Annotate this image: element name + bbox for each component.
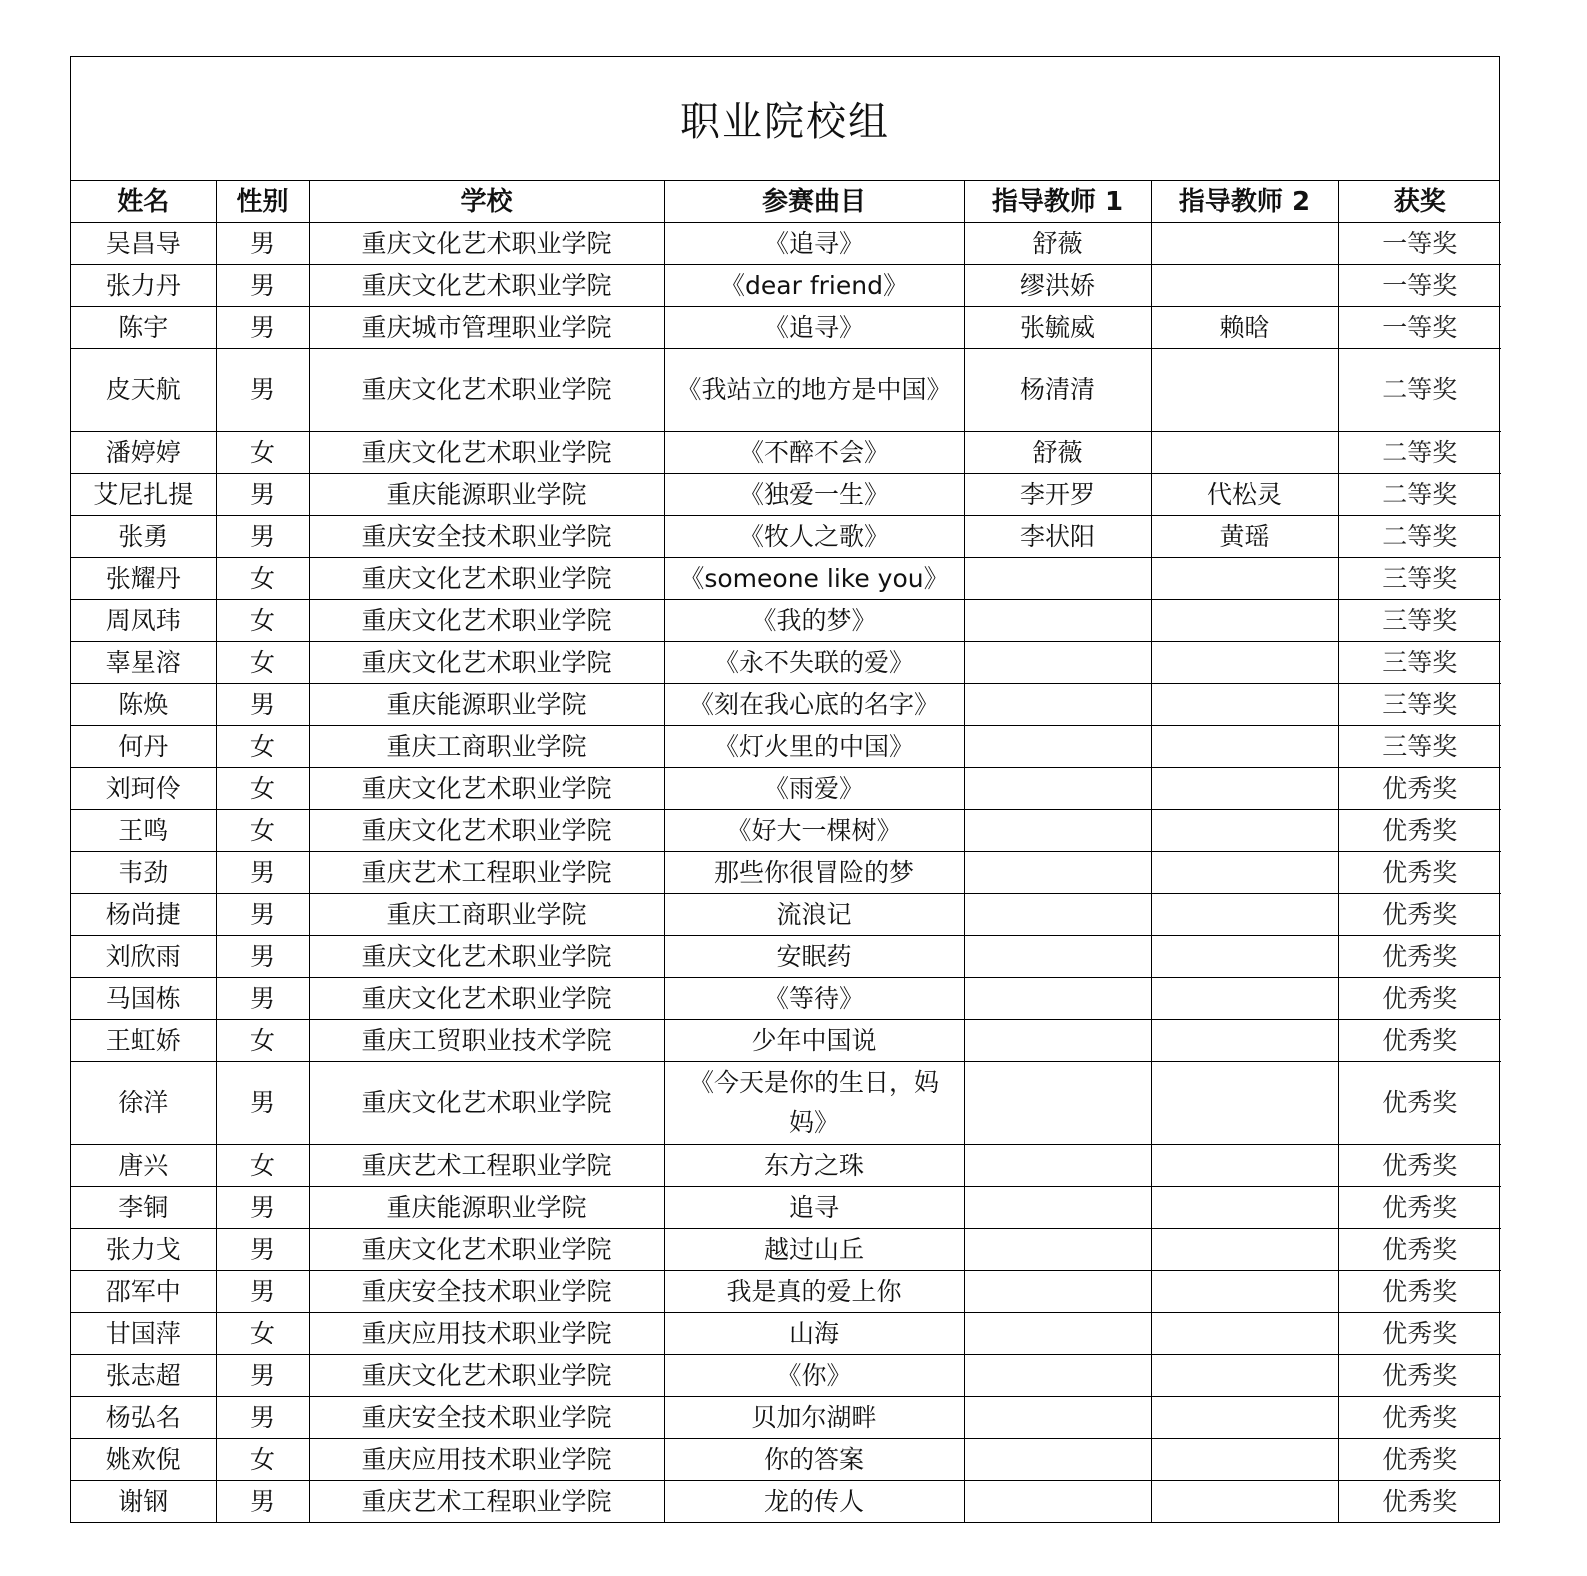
cell-teacher1 xyxy=(964,1355,1151,1397)
cell-name: 刘珂伶 xyxy=(71,768,216,810)
cell-name: 陈焕 xyxy=(71,684,216,726)
cell-music: 《今天是你的生日，妈妈》 xyxy=(664,1062,964,1145)
cell-teacher1 xyxy=(964,1145,1151,1187)
cell-teacher2 xyxy=(1151,558,1338,600)
cell-school: 重庆艺术工程职业学院 xyxy=(309,1145,664,1187)
cell-school: 重庆工商职业学院 xyxy=(309,894,664,936)
cell-gender: 女 xyxy=(216,1020,309,1062)
cell-teacher1 xyxy=(964,1397,1151,1439)
cell-school: 重庆应用技术职业学院 xyxy=(309,1313,664,1355)
cell-award: 优秀奖 xyxy=(1338,1397,1501,1439)
cell-gender: 女 xyxy=(216,726,309,768)
cell-teacher2 xyxy=(1151,684,1338,726)
cell-teacher2 xyxy=(1151,1355,1338,1397)
cell-teacher2 xyxy=(1151,936,1338,978)
cell-name: 王鸣 xyxy=(71,810,216,852)
cell-name: 刘欣雨 xyxy=(71,936,216,978)
cell-teacher1 xyxy=(964,1229,1151,1271)
cell-name: 姚欢倪 xyxy=(71,1439,216,1481)
cell-music: 贝加尔湖畔 xyxy=(664,1397,964,1439)
cell-award: 优秀奖 xyxy=(1338,1145,1501,1187)
cell-school: 重庆工贸职业技术学院 xyxy=(309,1020,664,1062)
cell-gender: 男 xyxy=(216,307,309,349)
results-table xyxy=(71,181,1501,1522)
cell-gender: 男 xyxy=(216,349,309,432)
cell-school: 重庆文化艺术职业学院 xyxy=(309,600,664,642)
cell-teacher2 xyxy=(1151,768,1338,810)
cell-teacher2 xyxy=(1151,894,1338,936)
cell-school: 重庆文化艺术职业学院 xyxy=(309,978,664,1020)
cell-teacher1 xyxy=(964,600,1151,642)
cell-teacher2 xyxy=(1151,223,1338,265)
cell-teacher1: 张毓威 xyxy=(964,307,1151,349)
cell-award: 二等奖 xyxy=(1338,516,1501,558)
cell-award: 优秀奖 xyxy=(1338,768,1501,810)
cell-name: 杨弘名 xyxy=(71,1397,216,1439)
cell-gender: 男 xyxy=(216,516,309,558)
table-row xyxy=(71,1313,1501,1355)
cell-name: 陈宇 xyxy=(71,307,216,349)
cell-name: 唐兴 xyxy=(71,1145,216,1187)
cell-name: 王虹娇 xyxy=(71,1020,216,1062)
cell-music: 山海 xyxy=(664,1313,964,1355)
cell-music: 《牧人之歌》 xyxy=(664,516,964,558)
cell-teacher2 xyxy=(1151,265,1338,307)
cell-gender: 女 xyxy=(216,558,309,600)
column-header-school: 学校 xyxy=(309,181,664,223)
cell-school: 重庆艺术工程职业学院 xyxy=(309,1481,664,1523)
cell-name: 辜星溶 xyxy=(71,642,216,684)
cell-teacher2 xyxy=(1151,1397,1338,1439)
cell-award: 一等奖 xyxy=(1338,307,1501,349)
cell-name: 徐洋 xyxy=(71,1062,216,1145)
cell-teacher2 xyxy=(1151,1145,1338,1187)
cell-music: 东方之珠 xyxy=(664,1145,964,1187)
table-row xyxy=(71,432,1501,474)
cell-award: 优秀奖 xyxy=(1338,1020,1501,1062)
table-row xyxy=(71,600,1501,642)
cell-award: 优秀奖 xyxy=(1338,1187,1501,1229)
cell-teacher1 xyxy=(964,1313,1151,1355)
cell-teacher2 xyxy=(1151,1439,1338,1481)
cell-music: 《someone like you》 xyxy=(664,558,964,600)
table-row xyxy=(71,894,1501,936)
cell-school: 重庆艺术工程职业学院 xyxy=(309,852,664,894)
column-header-teacher1: 指导教师 1 xyxy=(964,181,1151,223)
cell-name: 张力丹 xyxy=(71,265,216,307)
table-row xyxy=(71,223,1501,265)
cell-gender: 男 xyxy=(216,265,309,307)
cell-school: 重庆文化艺术职业学院 xyxy=(309,432,664,474)
cell-gender: 男 xyxy=(216,894,309,936)
column-header-music: 参赛曲目 xyxy=(664,181,964,223)
cell-gender: 女 xyxy=(216,1439,309,1481)
cell-teacher1: 李状阳 xyxy=(964,516,1151,558)
cell-teacher2 xyxy=(1151,726,1338,768)
cell-name: 张耀丹 xyxy=(71,558,216,600)
cell-teacher1: 缪洪娇 xyxy=(964,265,1151,307)
column-header-award: 获奖 xyxy=(1338,181,1501,223)
cell-gender: 女 xyxy=(216,432,309,474)
cell-award: 优秀奖 xyxy=(1338,1355,1501,1397)
table-row xyxy=(71,852,1501,894)
cell-gender: 男 xyxy=(216,474,309,516)
table-row xyxy=(71,1145,1501,1187)
column-header-name: 姓名 xyxy=(71,181,216,223)
cell-teacher2 xyxy=(1151,1187,1338,1229)
cell-school: 重庆安全技术职业学院 xyxy=(309,1271,664,1313)
cell-teacher1 xyxy=(964,810,1151,852)
cell-teacher1: 杨清清 xyxy=(964,349,1151,432)
cell-gender: 男 xyxy=(216,1271,309,1313)
cell-school: 重庆能源职业学院 xyxy=(309,474,664,516)
cell-music: 你的答案 xyxy=(664,1439,964,1481)
cell-gender: 女 xyxy=(216,810,309,852)
cell-music: 安眠药 xyxy=(664,936,964,978)
cell-teacher2: 黄瑶 xyxy=(1151,516,1338,558)
cell-teacher2 xyxy=(1151,1481,1338,1523)
cell-teacher2 xyxy=(1151,1313,1338,1355)
table-row xyxy=(71,265,1501,307)
cell-music: 《dear friend》 xyxy=(664,265,964,307)
table-row xyxy=(71,1020,1501,1062)
cell-teacher1 xyxy=(964,978,1151,1020)
cell-music: 《好大一棵树》 xyxy=(664,810,964,852)
cell-teacher1 xyxy=(964,1062,1151,1145)
cell-award: 二等奖 xyxy=(1338,349,1501,432)
cell-teacher2 xyxy=(1151,1271,1338,1313)
cell-teacher1 xyxy=(964,726,1151,768)
cell-school: 重庆能源职业学院 xyxy=(309,684,664,726)
table-row xyxy=(71,936,1501,978)
cell-school: 重庆文化艺术职业学院 xyxy=(309,223,664,265)
cell-school: 重庆工商职业学院 xyxy=(309,726,664,768)
cell-gender: 男 xyxy=(216,852,309,894)
cell-gender: 女 xyxy=(216,1145,309,1187)
cell-award: 三等奖 xyxy=(1338,558,1501,600)
cell-name: 李铜 xyxy=(71,1187,216,1229)
cell-teacher2 xyxy=(1151,1229,1338,1271)
cell-teacher1 xyxy=(964,642,1151,684)
cell-gender: 男 xyxy=(216,1355,309,1397)
cell-teacher1 xyxy=(964,684,1151,726)
cell-teacher1 xyxy=(964,1187,1151,1229)
cell-music: 追寻 xyxy=(664,1187,964,1229)
cell-school: 重庆安全技术职业学院 xyxy=(309,1397,664,1439)
cell-teacher1: 舒薇 xyxy=(964,432,1151,474)
cell-music: 《灯火里的中国》 xyxy=(664,726,964,768)
cell-gender: 男 xyxy=(216,1229,309,1271)
cell-school: 重庆应用技术职业学院 xyxy=(309,1439,664,1481)
cell-school: 重庆文化艺术职业学院 xyxy=(309,936,664,978)
cell-name: 甘国萍 xyxy=(71,1313,216,1355)
cell-award: 二等奖 xyxy=(1338,432,1501,474)
cell-name: 马国栋 xyxy=(71,978,216,1020)
table-row xyxy=(71,1187,1501,1229)
cell-gender: 男 xyxy=(216,978,309,1020)
table-row xyxy=(71,558,1501,600)
cell-name: 韦劲 xyxy=(71,852,216,894)
cell-school: 重庆文化艺术职业学院 xyxy=(309,265,664,307)
table-row xyxy=(71,768,1501,810)
cell-music: 《雨爱》 xyxy=(664,768,964,810)
table-row xyxy=(71,516,1501,558)
cell-music: 《不醉不会》 xyxy=(664,432,964,474)
cell-school: 重庆城市管理职业学院 xyxy=(309,307,664,349)
cell-gender: 男 xyxy=(216,1481,309,1523)
cell-teacher1 xyxy=(964,1481,1151,1523)
cell-teacher1 xyxy=(964,1439,1151,1481)
cell-gender: 女 xyxy=(216,642,309,684)
cell-award: 优秀奖 xyxy=(1338,1313,1501,1355)
cell-award: 优秀奖 xyxy=(1338,894,1501,936)
cell-music: 那些你很冒险的梦 xyxy=(664,852,964,894)
cell-music: 《等待》 xyxy=(664,978,964,1020)
cell-name: 杨尚捷 xyxy=(71,894,216,936)
cell-award: 优秀奖 xyxy=(1338,1271,1501,1313)
cell-school: 重庆文化艺术职业学院 xyxy=(309,810,664,852)
cell-award: 三等奖 xyxy=(1338,684,1501,726)
cell-school: 重庆文化艺术职业学院 xyxy=(309,558,664,600)
cell-teacher2 xyxy=(1151,810,1338,852)
cell-teacher2 xyxy=(1151,1020,1338,1062)
cell-award: 优秀奖 xyxy=(1338,936,1501,978)
cell-teacher1 xyxy=(964,894,1151,936)
cell-school: 重庆文化艺术职业学院 xyxy=(309,1062,664,1145)
cell-teacher2 xyxy=(1151,349,1338,432)
cell-teacher2 xyxy=(1151,1062,1338,1145)
cell-award: 优秀奖 xyxy=(1338,1481,1501,1523)
column-header-gender: 性别 xyxy=(216,181,309,223)
cell-gender: 女 xyxy=(216,1313,309,1355)
table-row xyxy=(71,1062,1501,1145)
header-row xyxy=(71,181,1501,223)
cell-award: 优秀奖 xyxy=(1338,1229,1501,1271)
cell-award: 优秀奖 xyxy=(1338,852,1501,894)
cell-music: 流浪记 xyxy=(664,894,964,936)
cell-name: 张志超 xyxy=(71,1355,216,1397)
cell-award: 优秀奖 xyxy=(1338,810,1501,852)
table-row xyxy=(71,1439,1501,1481)
cell-gender: 男 xyxy=(216,1397,309,1439)
cell-name: 邵军中 xyxy=(71,1271,216,1313)
cell-music: 我是真的爱上你 xyxy=(664,1271,964,1313)
cell-music: 龙的传人 xyxy=(664,1481,964,1523)
cell-gender: 女 xyxy=(216,768,309,810)
table-row xyxy=(71,1229,1501,1271)
table-row xyxy=(71,1271,1501,1313)
table-row xyxy=(71,349,1501,432)
cell-school: 重庆能源职业学院 xyxy=(309,1187,664,1229)
cell-music: 《追寻》 xyxy=(664,223,964,265)
table-body xyxy=(71,223,1501,1523)
table-row xyxy=(71,1355,1501,1397)
cell-teacher1 xyxy=(964,936,1151,978)
cell-music: 《刻在我心底的名字》 xyxy=(664,684,964,726)
cell-award: 优秀奖 xyxy=(1338,978,1501,1020)
cell-music: 《永不失联的爱》 xyxy=(664,642,964,684)
cell-music: 越过山丘 xyxy=(664,1229,964,1271)
cell-music: 《追寻》 xyxy=(664,307,964,349)
cell-teacher2: 代松灵 xyxy=(1151,474,1338,516)
results-sheet xyxy=(70,56,1500,1523)
cell-teacher2: 赖晗 xyxy=(1151,307,1338,349)
cell-award: 三等奖 xyxy=(1338,600,1501,642)
cell-gender: 男 xyxy=(216,684,309,726)
cell-award: 优秀奖 xyxy=(1338,1062,1501,1145)
column-header-teacher2: 指导教师 2 xyxy=(1151,181,1338,223)
cell-teacher2 xyxy=(1151,642,1338,684)
cell-gender: 男 xyxy=(216,1062,309,1145)
table-row xyxy=(71,684,1501,726)
cell-award: 二等奖 xyxy=(1338,474,1501,516)
cell-teacher2 xyxy=(1151,852,1338,894)
cell-name: 谢钢 xyxy=(71,1481,216,1523)
cell-gender: 男 xyxy=(216,1187,309,1229)
cell-music: 《我站立的地方是中国》 xyxy=(664,349,964,432)
cell-school: 重庆文化艺术职业学院 xyxy=(309,349,664,432)
table-row xyxy=(71,1397,1501,1439)
cell-teacher1 xyxy=(964,1020,1151,1062)
cell-music: 《我的梦》 xyxy=(664,600,964,642)
cell-teacher1 xyxy=(964,558,1151,600)
cell-school: 重庆文化艺术职业学院 xyxy=(309,768,664,810)
cell-music: 少年中国说 xyxy=(664,1020,964,1062)
cell-school: 重庆文化艺术职业学院 xyxy=(309,1229,664,1271)
cell-award: 三等奖 xyxy=(1338,642,1501,684)
cell-school: 重庆文化艺术职业学院 xyxy=(309,642,664,684)
cell-name: 张勇 xyxy=(71,516,216,558)
cell-gender: 女 xyxy=(216,600,309,642)
cell-teacher1 xyxy=(964,768,1151,810)
cell-teacher2 xyxy=(1151,432,1338,474)
cell-award: 一等奖 xyxy=(1338,223,1501,265)
table-row xyxy=(71,978,1501,1020)
cell-gender: 男 xyxy=(216,223,309,265)
table-row xyxy=(71,474,1501,516)
cell-name: 周凤玮 xyxy=(71,600,216,642)
page-title: 职业院校组 xyxy=(71,57,1499,181)
cell-teacher1: 李开罗 xyxy=(964,474,1151,516)
table-row xyxy=(71,642,1501,684)
cell-school: 重庆安全技术职业学院 xyxy=(309,516,664,558)
cell-award: 优秀奖 xyxy=(1338,1439,1501,1481)
cell-school: 重庆文化艺术职业学院 xyxy=(309,1355,664,1397)
cell-award: 三等奖 xyxy=(1338,726,1501,768)
cell-teacher1 xyxy=(964,1271,1151,1313)
cell-name: 潘婷婷 xyxy=(71,432,216,474)
cell-name: 张力戈 xyxy=(71,1229,216,1271)
cell-name: 艾尼扎提 xyxy=(71,474,216,516)
table-row xyxy=(71,307,1501,349)
table-row xyxy=(71,1481,1501,1523)
cell-teacher2 xyxy=(1151,600,1338,642)
cell-name: 吴昌导 xyxy=(71,223,216,265)
table-row xyxy=(71,810,1501,852)
table-row xyxy=(71,726,1501,768)
cell-music: 《你》 xyxy=(664,1355,964,1397)
cell-award: 一等奖 xyxy=(1338,265,1501,307)
cell-teacher2 xyxy=(1151,978,1338,1020)
cell-music: 《独爱一生》 xyxy=(664,474,964,516)
cell-teacher1: 舒薇 xyxy=(964,223,1151,265)
cell-name: 何丹 xyxy=(71,726,216,768)
cell-teacher1 xyxy=(964,852,1151,894)
cell-gender: 男 xyxy=(216,936,309,978)
cell-name: 皮天航 xyxy=(71,349,216,432)
